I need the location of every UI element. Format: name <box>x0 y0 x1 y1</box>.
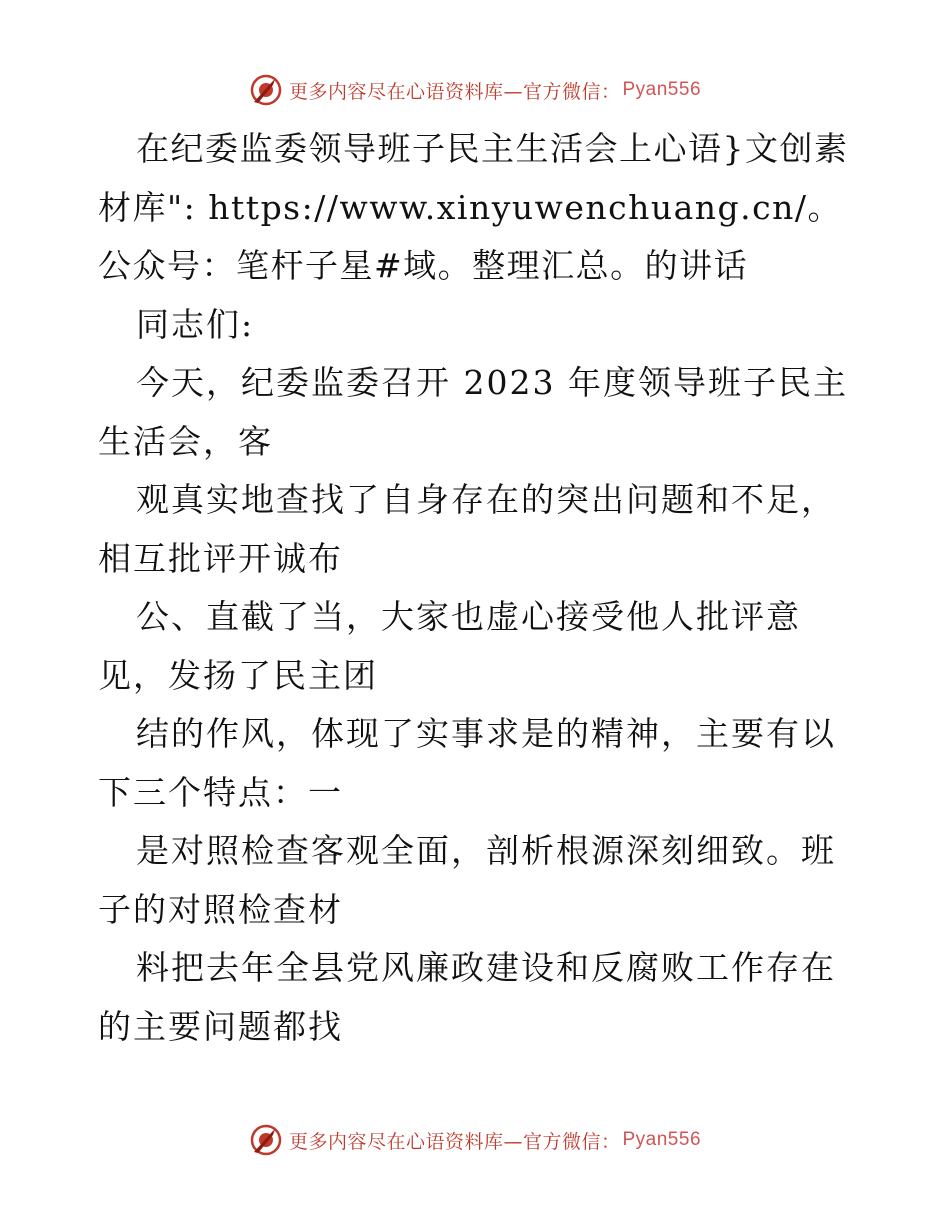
body-paragraph: 料把去年全县党风廉政建设和反腐败工作存在的主要问题都找 <box>98 948 836 1046</box>
footer-watermark <box>0 1120 950 1160</box>
document-body <box>98 120 858 1056</box>
watermark-wechat-id: Pyan556 <box>622 79 702 100</box>
watermark-text: 更多内容尽在心语资料库—官方微信： <box>288 1130 621 1153</box>
document-title: 在纪委监委领导班子民主生活会上心语}文创素材库": https://www.xinyuwenchuang.cn/。公众号：笔杆子星#域。整理汇总。的讲话 <box>98 129 849 285</box>
quill-logo-icon <box>249 1123 283 1157</box>
body-paragraph: 公、直截了当，大家也虚心接受他人批评意见，发扬了民主团 <box>98 597 801 695</box>
salutation: 同志们: <box>136 304 255 344</box>
body-paragraph: 观真实地查找了自身存在的突出问题和不足，相互批评开诚布 <box>98 480 836 578</box>
watermark-wechat-id: Pyan556 <box>622 1129 702 1150</box>
body-paragraph: 结的作风，体现了实事求是的精神，主要有以下三个特点：一 <box>98 714 836 812</box>
watermark-text: 更多内容尽在心语资料库—官方微信： <box>288 80 621 103</box>
quill-logo-icon <box>249 73 283 107</box>
header-watermark <box>0 70 950 110</box>
body-paragraph: 是对照检查客观全面，剖析根源深刻细致。班子的对照检查材 <box>98 831 836 929</box>
body-paragraph: 今天，纪委监委召开 2023 年度领导班子民主生活会，客 <box>98 363 848 461</box>
